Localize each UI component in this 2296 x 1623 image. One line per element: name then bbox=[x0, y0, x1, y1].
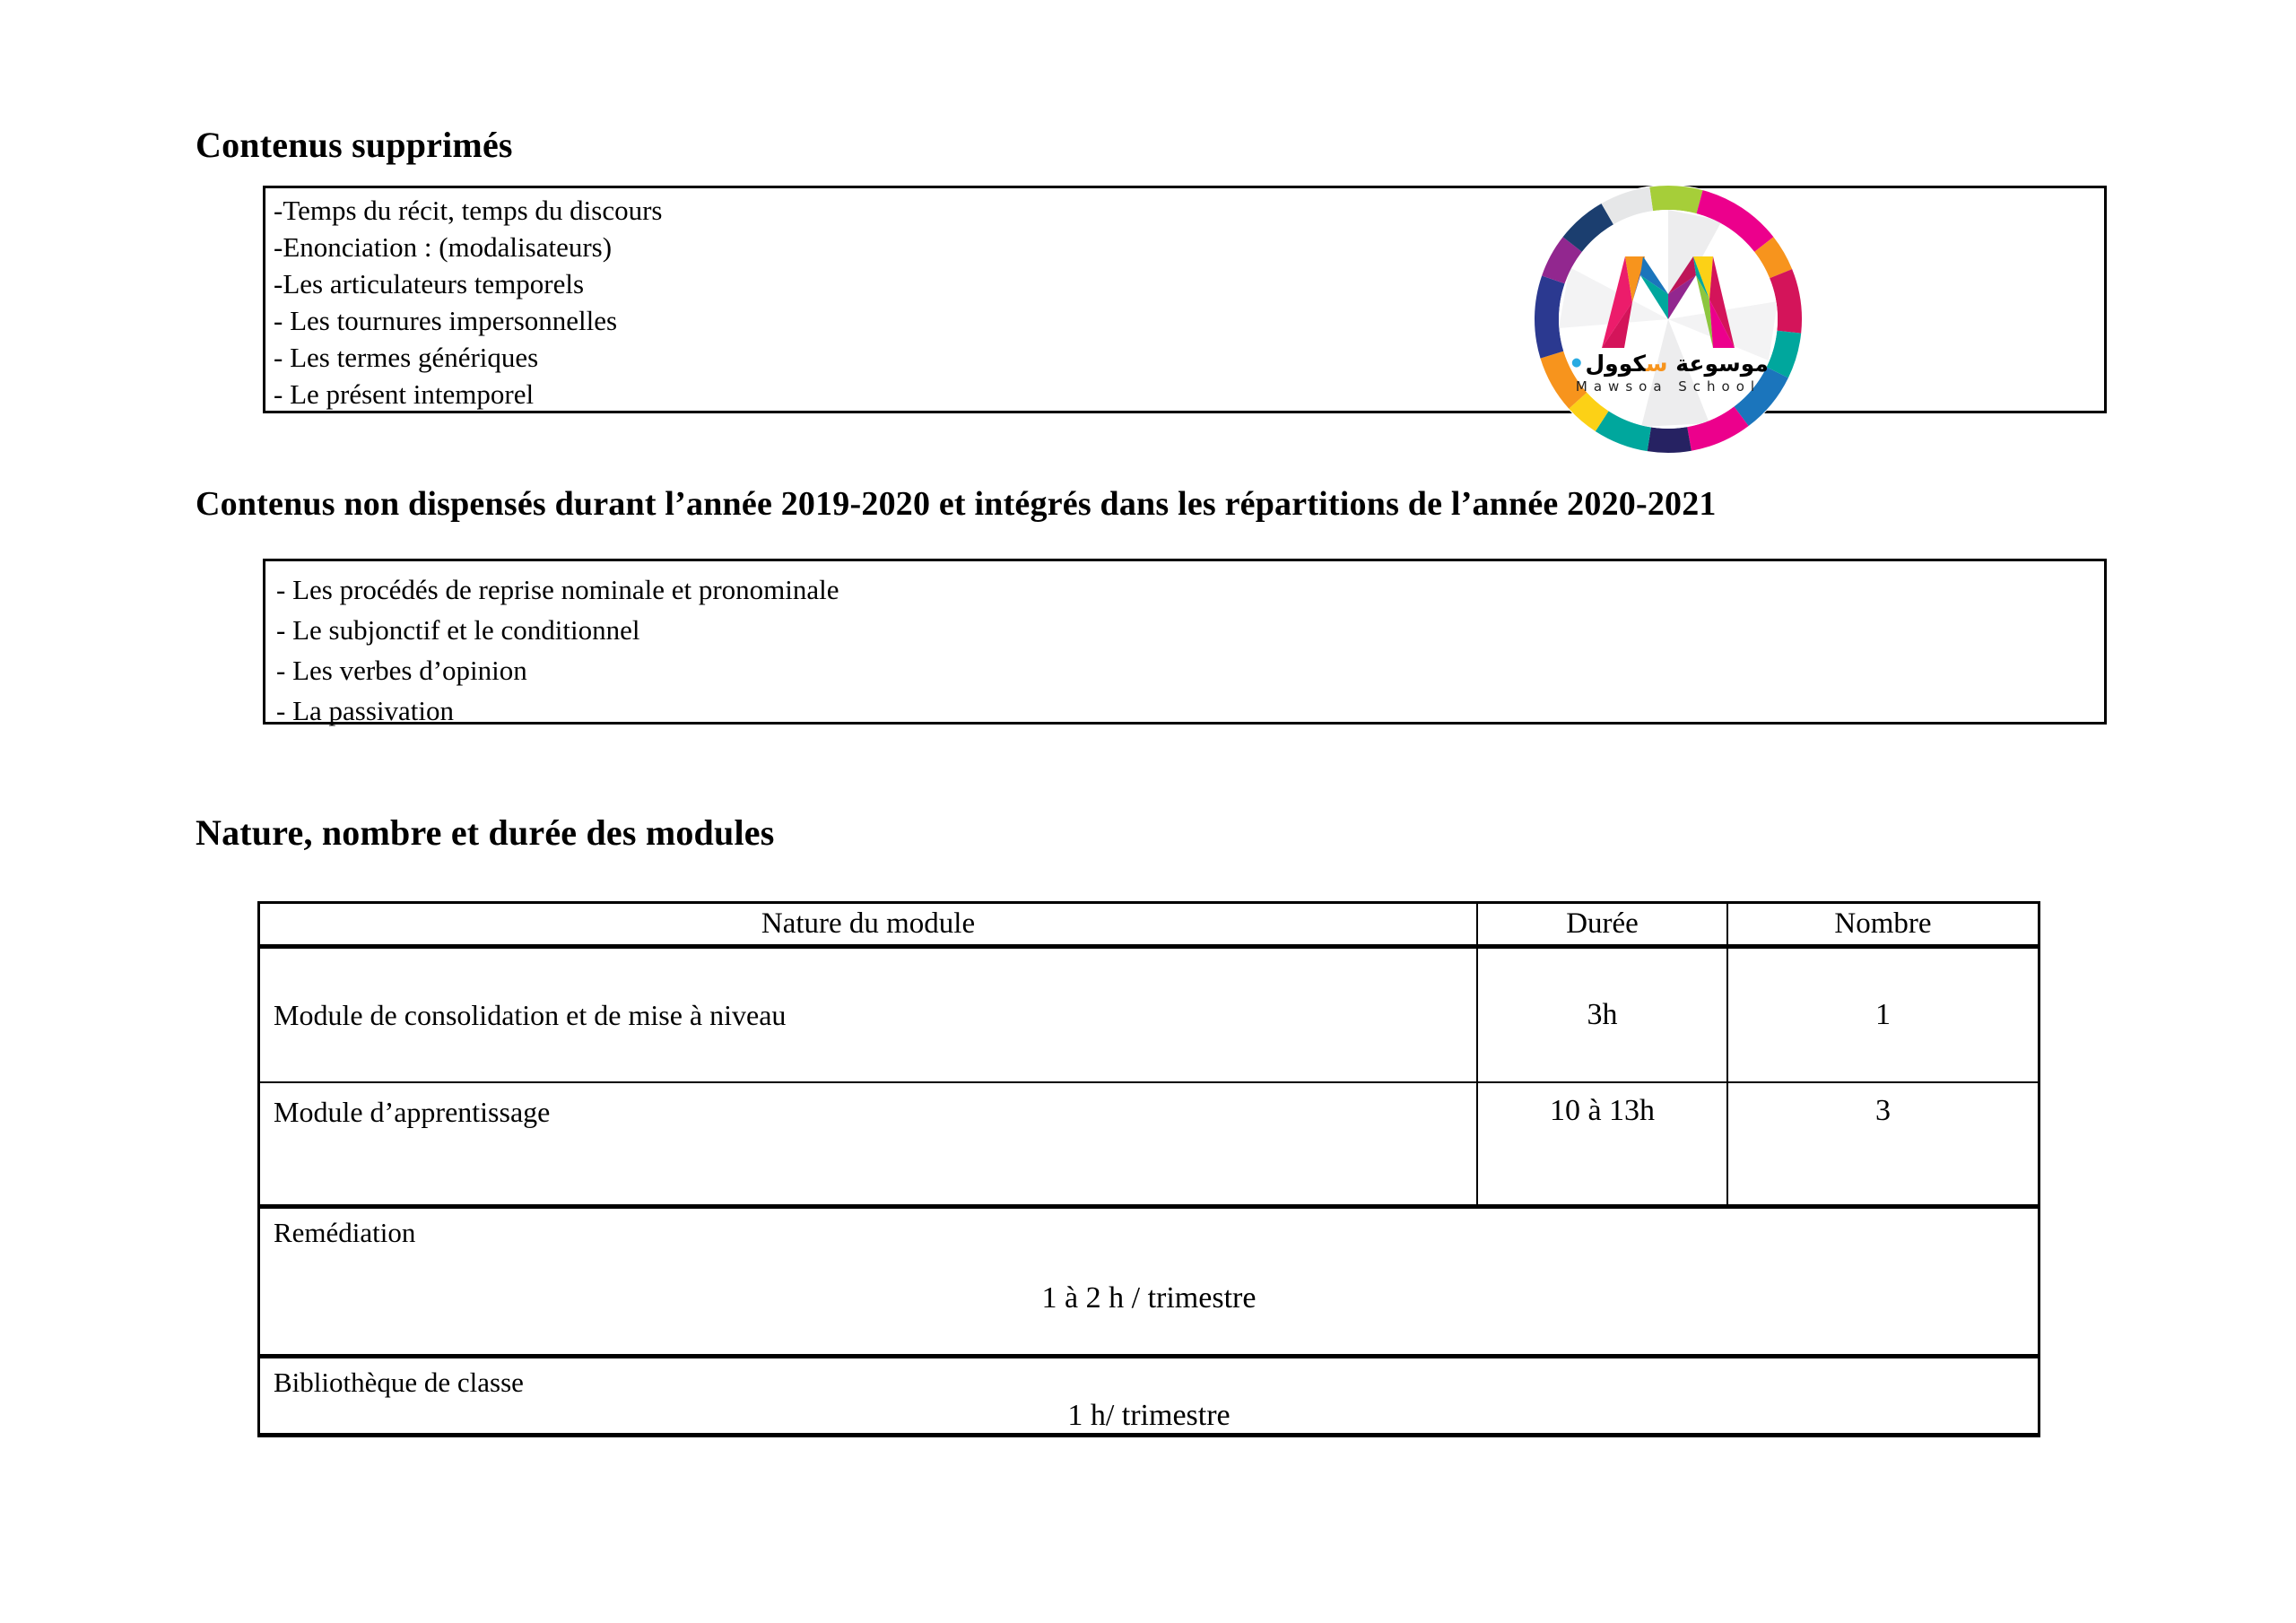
cell-nature: Module d’apprentissage bbox=[274, 1096, 551, 1128]
logo-latin-text: Mawsoa School bbox=[1575, 378, 1761, 395]
logo-arabic-accent-letter: س bbox=[1645, 351, 1668, 377]
logo-ring-segment bbox=[1764, 245, 1781, 274]
list-item: - Le subjonctif et le conditionnel bbox=[276, 614, 640, 646]
modules-table-grid bbox=[260, 904, 2038, 1204]
cell-duree: 10 à 13h bbox=[1476, 1083, 1726, 1204]
cell-nombre: 1 bbox=[1726, 949, 2038, 1083]
row-value: 1 h/ trimestre bbox=[1067, 1399, 1231, 1432]
row-label: Remédiation bbox=[274, 1217, 416, 1248]
logo-ring-segment bbox=[1607, 199, 1651, 214]
list-item: - Le présent intemporel bbox=[274, 378, 535, 410]
cell-nombre: 3 bbox=[1726, 1083, 2038, 1204]
logo-arabic-word: كوول bbox=[1585, 351, 1646, 377]
heading-contenus-non-dispenses: Contenus non dispensés durant l’année 2019-2020 et intégrés dans les répartitions de l’année 2020-2021 bbox=[196, 485, 1717, 523]
list-item: - Les tournures impersonnelles bbox=[274, 305, 618, 336]
table-row-remediation bbox=[260, 1204, 2038, 1354]
list-item: - Les termes génériques bbox=[274, 342, 539, 373]
list-item: -Temps du récit, temps du discours bbox=[274, 195, 663, 226]
list-item: -Les articulateurs temporels bbox=[274, 268, 585, 299]
box-contenus-integres bbox=[263, 559, 2107, 725]
heading-nature-modules: Nature, nombre et durée des modules bbox=[196, 812, 775, 853]
logo-dot: ● bbox=[1571, 356, 1582, 369]
logo-ring-segment bbox=[1781, 273, 1790, 332]
table-row-bibliotheque bbox=[260, 1354, 2038, 1433]
row-value: 1 à 2 h / trimestre bbox=[1041, 1281, 1257, 1315]
logo-ring-segment bbox=[1578, 401, 1602, 421]
row-label: Bibliothèque de classe bbox=[274, 1367, 524, 1398]
cell-duree: 3h bbox=[1476, 949, 1726, 1083]
logo-graphic bbox=[1534, 185, 1803, 454]
cell-nature: Module de consolidation et de mise à niveau bbox=[260, 949, 1476, 1083]
list-item: -Enonciation : (modalisateurs) bbox=[274, 231, 613, 263]
logo-arabic-text bbox=[1534, 351, 1803, 377]
column-header-nature: Nature du module bbox=[260, 904, 1476, 949]
list-item: - Les procédés de reprise nominale et pronominale bbox=[276, 574, 839, 605]
list-item: - La passivation bbox=[276, 695, 455, 726]
modules-table bbox=[257, 901, 2040, 1437]
logo-arabic-word: موسوعة bbox=[1667, 351, 1769, 377]
list-item: - Les verbes d’opinion bbox=[276, 655, 527, 686]
logo-ring-segment bbox=[1547, 280, 1553, 355]
logo-ring-segment bbox=[1649, 438, 1690, 440]
column-header-duree: Durée bbox=[1476, 904, 1726, 949]
column-header-nombre: Nombre bbox=[1726, 904, 2038, 949]
logo-ring-segment bbox=[1651, 198, 1700, 203]
mawsoa-school-logo bbox=[1534, 185, 1803, 454]
heading-contenus-supprimes: Contenus supprimés bbox=[196, 125, 513, 165]
box-contenus-supprimes bbox=[263, 186, 2107, 413]
